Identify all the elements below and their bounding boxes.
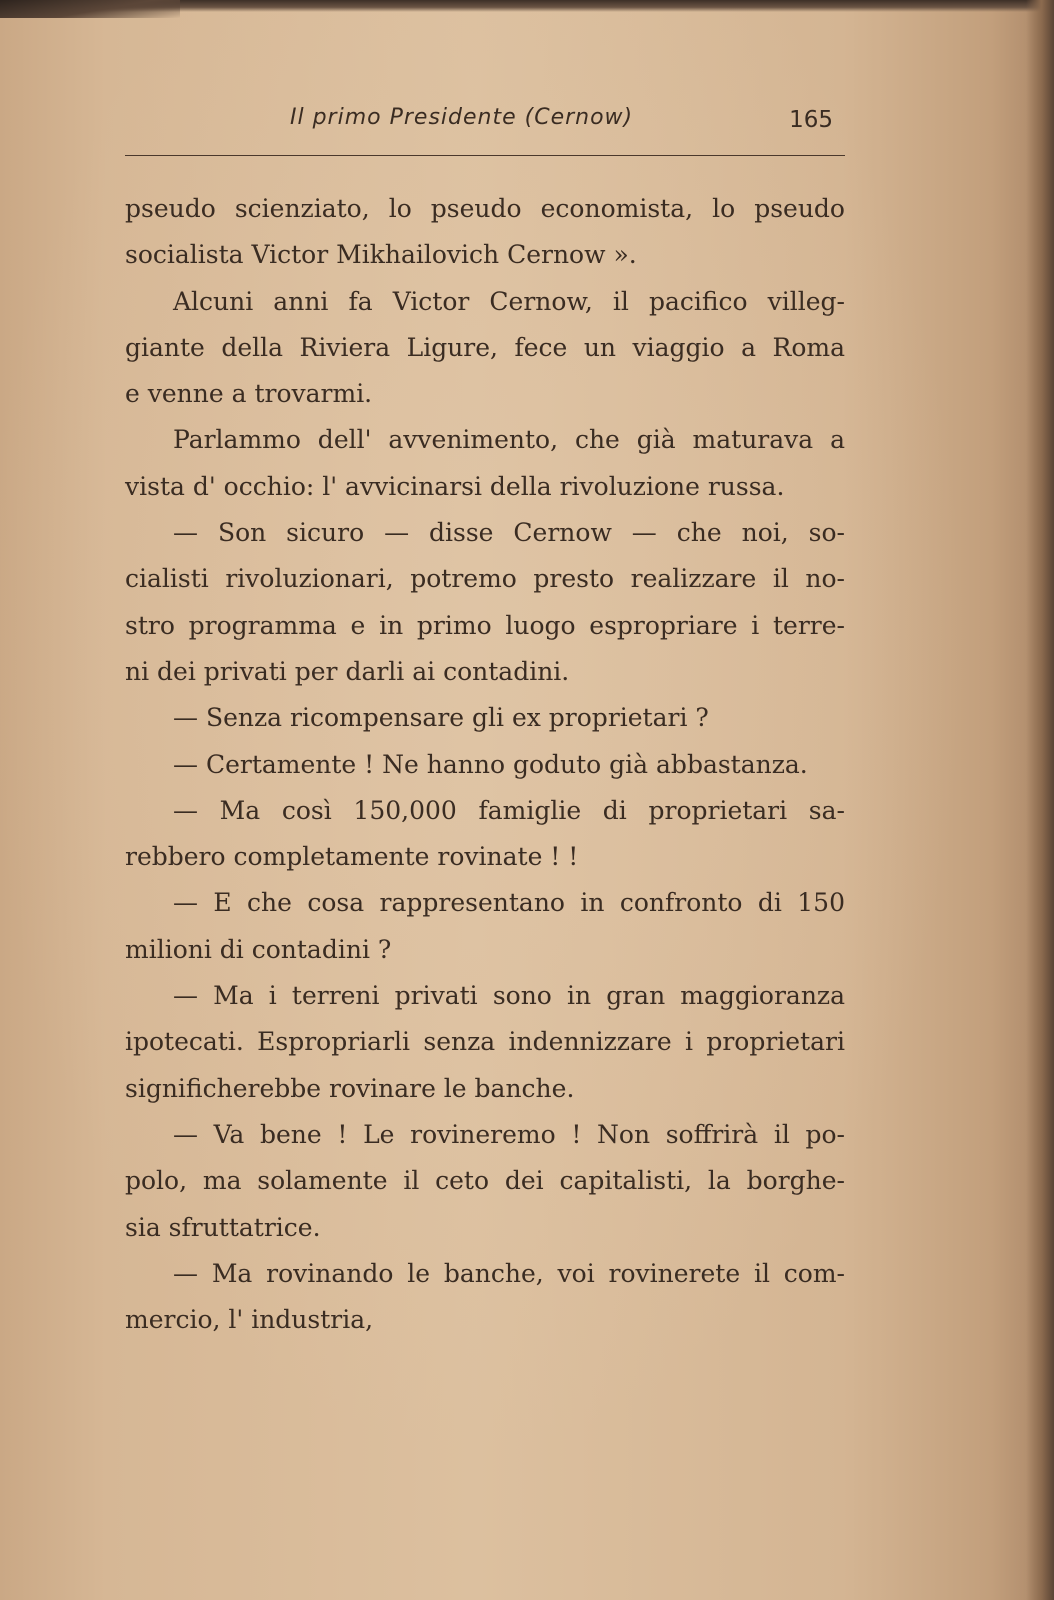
text-line: pseudo scienziato, lo pseudo economista, lo pseudo <box>125 194 845 223</box>
text-line: Parlammo dell' avvenimento, che già maturava a <box>173 425 845 455</box>
text-line: — Senza ricompensare gli ex proprietari ? <box>173 703 709 733</box>
text-line: — Son sicuro — disse Cernow — che noi, so- <box>173 518 845 548</box>
text-line: cialisti rivoluzionari, potremo presto realizzare il no- <box>125 564 845 594</box>
text-line: rebbero completamente rovinate ! ! <box>125 842 579 872</box>
text-line: mercio, l' industria, <box>125 1305 374 1335</box>
header-rule <box>125 155 845 156</box>
text-line: ni dei privati per darli ai contadini. <box>125 656 570 686</box>
text-line: polo, ma solamente il ceto dei capitalisti, la borghe- <box>125 1166 845 1196</box>
text-line: significherebbe rovinare le banche. <box>125 1073 575 1103</box>
text-body <box>125 186 845 1343</box>
text-line: — Ma rovinando le banche, voi rovinerete il com- <box>173 1258 845 1288</box>
text-line: stro programma e in primo luogo espropriare i terre- <box>125 610 845 640</box>
page-right-edge <box>1026 0 1054 1600</box>
text-line: socialista Victor Mikhailovich Cernow ». <box>125 240 637 270</box>
text-line: Alcuni anni fa Victor Cernow, il pacifico villeg- <box>173 286 845 316</box>
text-line: ipotecati. Espropriarli senza indennizzare i proprietari <box>125 1027 845 1057</box>
page-number: 165 <box>789 107 833 133</box>
text-line: vista d' occhio: l' avvicinarsi della rivoluzione russa. <box>125 471 785 501</box>
text-line: — Certamente ! Ne hanno goduto già abbastanza. <box>173 749 808 779</box>
text-line: giante della Riviera Ligure, fece un viaggio a Roma <box>125 332 845 362</box>
text-line: — E che cosa rappresentano in confronto di 150 <box>173 888 845 918</box>
text-line: e venne a trovarmi. <box>125 379 373 409</box>
text-line: — Va bene ! Le rovineremo ! Non soffrirà il po- <box>173 1119 845 1149</box>
corner-fold <box>0 0 180 18</box>
text-line: — Ma così 150,000 famiglie di proprietari sa- <box>173 795 845 825</box>
page-header <box>125 105 845 141</box>
running-head: Il primo Presidente (Cernow) <box>290 105 634 130</box>
text-line: milioni di contadini ? <box>125 934 392 964</box>
text-line: — Ma i terreni privati sono in gran maggioranza <box>173 981 845 1011</box>
text-line: sia sfruttatrice. <box>125 1212 321 1242</box>
